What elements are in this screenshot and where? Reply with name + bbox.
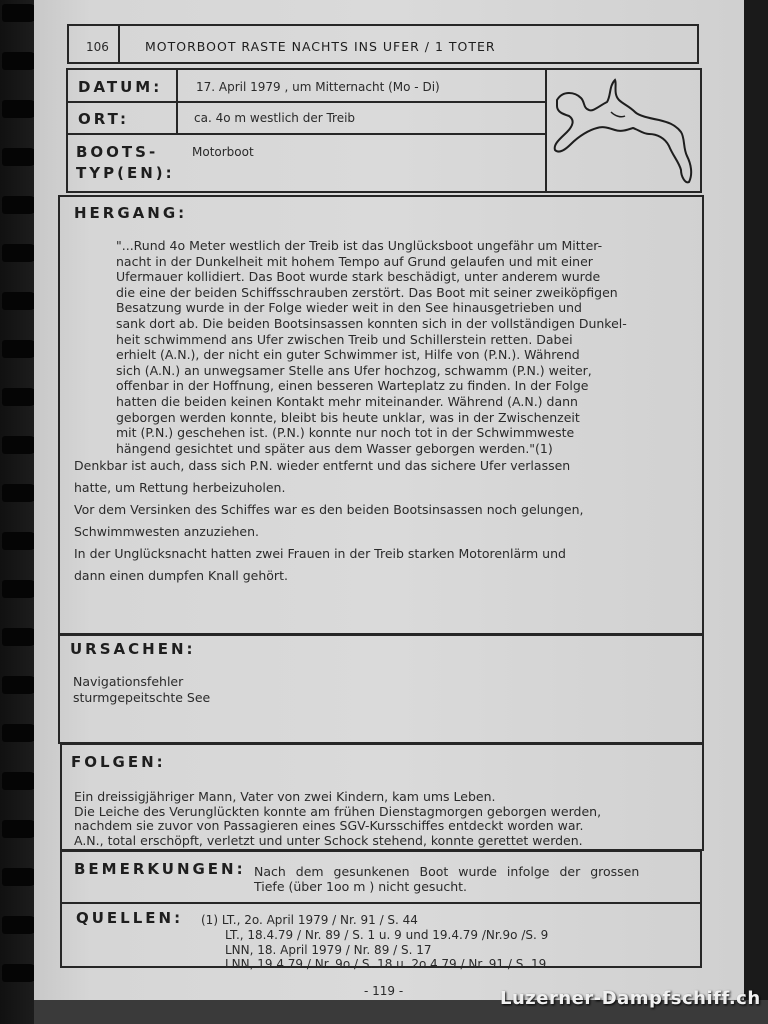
header-divider <box>118 24 120 64</box>
folgen-line: Ein dreissigjähriger Mann, Vater von zwei Kindern, kam ums Leben. <box>74 789 496 804</box>
quote-line: sich (A.N.) an unwegsamer Stelle ans Ufer hochzog, schwamm (P.N.) weiter, <box>116 362 592 378</box>
quellen-label: QUELLEN: <box>76 909 184 927</box>
paragraph-line: Vor dem Versinken des Schiffes war es den beiden Bootsinsassen noch gelungen, <box>74 502 584 517</box>
lake-map-icon <box>549 72 699 190</box>
quote-line: geborgen werden konnte, bleibt bis heute unklar, was in der Zwischenzeit <box>116 409 580 425</box>
folgen-line: A.N., total erschöpft, verletzt und unter Schock stehend, konnte gerettet werden. <box>74 832 583 848</box>
watermark-text: Luzerner-Dampfschiff.ch <box>500 988 761 1009</box>
bootstyp-value: Motorboot <box>192 145 254 159</box>
bootstyp-label-2: TYP(EN): <box>76 164 175 182</box>
bootstyp-label-1: BOOTS- <box>76 143 159 161</box>
quote-line: sank dort ab. Die beiden Bootsinsassen konnten sich in der vollständigen Dunkel- <box>116 315 627 331</box>
bemerkungen-line-1: Nach dem gesunkenen Boot wurde infolge der grossen <box>254 864 640 879</box>
bemerkungen-line-2: Tiefe (über 1oo m ) nicht gesucht. <box>254 879 468 894</box>
page-edge <box>744 0 768 1024</box>
page-number-top: 106 <box>86 40 109 54</box>
quellen-line-4: LNN, 19.4.79 / Nr. 9o / S. 18 u. 2o.4.79 / Nr. 91 / S. 19 <box>225 957 547 971</box>
quote-line: hatten die beiden keinen Kontakt mehr miteinander. Während (A.N.) dann <box>116 393 578 409</box>
ursachen-text <box>73 674 473 705</box>
quote-line: nacht in der Dunkelheit mit hohem Tempo auf Grund gelaufen und mit einer <box>116 253 593 269</box>
datum-label: DATUM: <box>78 78 163 96</box>
folgen-label: FOLGEN: <box>71 753 166 771</box>
folgen-line: Die Leiche des Verunglückten konnte am frühen Dienstagmorgen geborgen werden, <box>74 803 602 819</box>
ort-label: ORT: <box>78 110 130 128</box>
quote-line: erhielt (A.N.), der nicht ein guter Schwimmer ist, Hilfe von (P.N.). Während <box>116 347 580 363</box>
folgen-text <box>74 790 694 848</box>
quote-line: mit (P.N.) geschehen ist. (P.N.) konnte nur noch tot in der Schwimmweste <box>116 425 575 441</box>
ursachen-line: sturmgepeitschte See <box>73 689 211 705</box>
folgen-line: nachdem sie zuvor von Passagieren eines SGV-Kursschiffes entdeckt worden war. <box>74 818 584 834</box>
paragraph-line: In der Unglücksnacht hatten zwei Frauen in der Treib starken Motorenlärm und <box>74 546 566 561</box>
paragraph-line: Schwimmwesten anzuziehen. <box>74 524 259 539</box>
bemerkungen-label: BEMERKUNGEN: <box>74 860 246 878</box>
hergang-label: HERGANG: <box>74 204 188 222</box>
datum-value: 17. April 1979 , um Mitternacht (Mo - Di) <box>196 80 440 94</box>
footer-page-number: - 119 - <box>364 984 404 998</box>
hergang-paragraphs <box>74 455 686 587</box>
info-line-2 <box>66 133 546 135</box>
quellen-line-1: (1) LT., 2o. April 1979 / Nr. 91 / S. 44 <box>201 913 418 927</box>
quote-line: offenbar in der Hoffnung, einen besseren Warteplatz zu finden. In der Folge <box>116 378 589 394</box>
page-title: MOTORBOOT RASTE NACHTS INS UFER / 1 TOTER <box>145 39 496 54</box>
quellen-line-3: LNN, 18. April 1979 / Nr. 89 / S. 17 <box>225 943 432 957</box>
ort-value: ca. 4o m westlich der Treib <box>194 111 356 125</box>
map-divider <box>545 68 547 193</box>
label-divider-2 <box>176 102 178 134</box>
ursachen-label: URSACHEN: <box>70 640 196 658</box>
quote-line: Besatzung wurde in der Folge wieder weit in den See hinausgetrieben und <box>116 300 582 316</box>
hergang-quote <box>116 238 684 456</box>
paragraph-line: Denkbar ist auch, dass sich P.N. wieder entfernt und das sichere Ufer verlassen <box>74 458 571 473</box>
quote-line: die eine der beiden Schiffsschrauben zerstört. Das Boot mit seiner zweiköpfigen <box>116 284 618 300</box>
paragraph-line: hatte, um Rettung herbeizuholen. <box>74 480 286 495</box>
label-divider <box>176 68 178 102</box>
quote-line: heit schwimmend ans Ufer zwischen Treib und Schillerstein retten. Dabei <box>116 331 573 347</box>
quote-line: Ufermauer kollidiert. Das Boot wurde stark beschädigt, unter anderem wurde <box>116 269 601 285</box>
info-line-1 <box>66 101 546 103</box>
paragraph-line: dann einen dumpfen Knall gehört. <box>74 568 288 583</box>
quote-line: hängend gesichtet und später aus dem Wasser geborgen werden."(1) <box>116 440 553 456</box>
ursachen-line: Navigationsfehler <box>73 674 184 689</box>
quote-line: "...Rund 4o Meter westlich der Treib ist das Unglücksboot ungefähr um Mitter- <box>116 238 603 253</box>
quellen-line-2: LT., 18.4.79 / Nr. 89 / S. 1 u. 9 und 19.4.79 /Nr.9o /S. 9 <box>225 928 549 942</box>
